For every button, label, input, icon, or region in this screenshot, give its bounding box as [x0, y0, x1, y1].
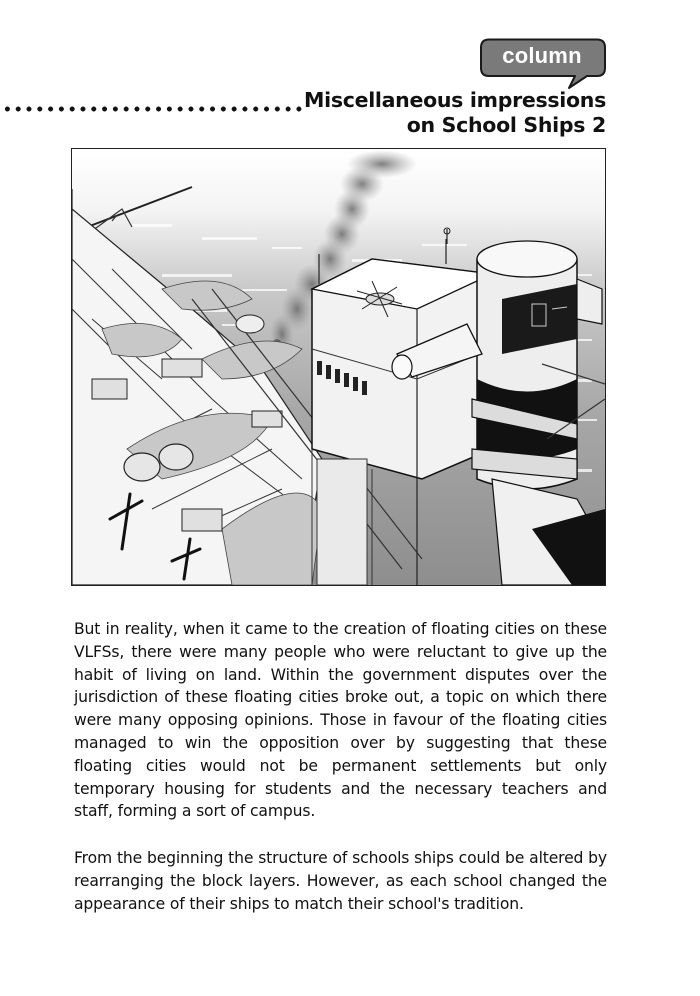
article-body: [74, 618, 607, 940]
title-line-1: Miscellaneous impressions: [304, 88, 606, 112]
column-badge: [479, 38, 607, 90]
paragraph-1: But in reality, when it came to the creation of floating cities on these VLFSs, there were many people who were reluctant to give up the habit of living on land. Within the government disputes over the jurisdiction of these floating cities broke out, a topic on which there were many opposing opinions. Those in favour of the floating cities managed to win the opposition over by suggesting that these floating cities would not be permanent settlements but only temporary housing for students and the necessary teachers and staff, forming a sort of campus.: [74, 620, 607, 821]
school-ship-illustration: [72, 149, 605, 585]
paragraph-2: From the beginning the structure of schools ships could be altered by rearranging the block layers. However, as each school changed the appearance of their ships to match their school's tradition.: [74, 849, 607, 913]
title-line-2: on School Ships 2: [406, 113, 606, 137]
page-title: [304, 88, 606, 138]
illustration: [71, 148, 606, 586]
dotted-leader: [2, 105, 302, 113]
badge-label: column: [502, 43, 582, 68]
